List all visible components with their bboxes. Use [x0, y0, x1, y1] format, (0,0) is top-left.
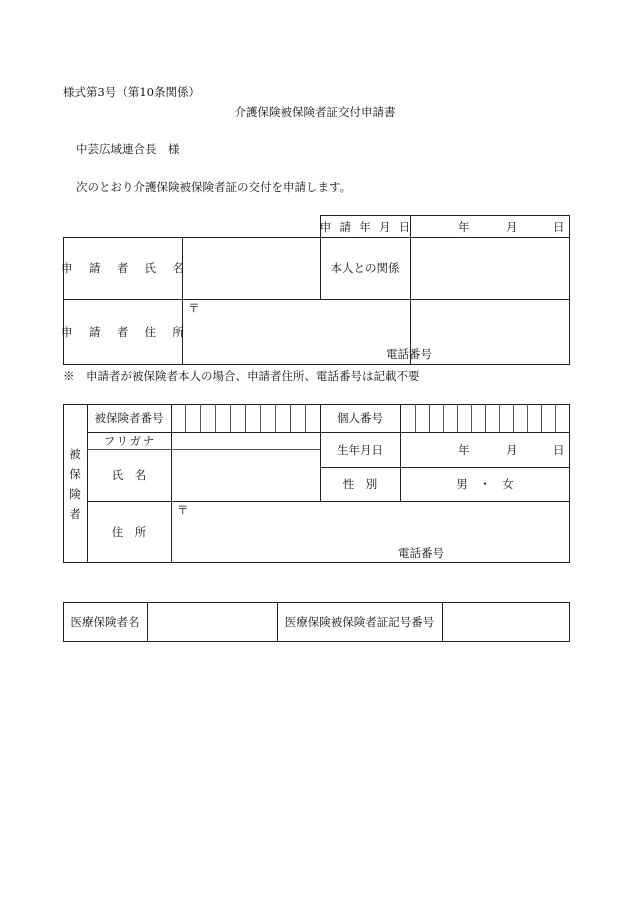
- intro-text: 次のとおり介護保険被保険者証の交付を申請します。: [76, 180, 352, 194]
- medical-insurer-label: 医療保険者名: [70, 615, 140, 629]
- application-month-label: 月: [506, 220, 518, 234]
- application-date-label: 申 請 年 月 日: [319, 219, 413, 234]
- note-text: ※ 申請者が被保険者本人の場合、申請者住所、電話番号は記載不要: [63, 369, 420, 383]
- insurance-card-field[interactable]: [443, 603, 569, 641]
- birthdate-field[interactable]: [401, 433, 569, 466]
- relation-field[interactable]: [411, 238, 569, 298]
- insured-address-field[interactable]: [172, 502, 569, 562]
- applicant-phone-label: 電話番号: [386, 347, 432, 361]
- birthdate-label: 生年月日: [337, 442, 383, 457]
- applicant-name-field[interactable]: [183, 238, 319, 298]
- gender-label: 性 別: [342, 477, 378, 491]
- furigana-label: フリガナ: [103, 433, 157, 448]
- insured-section-label: 被 保 険 者: [69, 446, 81, 521]
- form-number: 様式第3号（第10条関係）: [63, 85, 200, 99]
- application-year-label: 年: [458, 220, 470, 234]
- insured-name-label: 氏 名: [111, 468, 147, 482]
- applicant-postal-mark: 〒: [188, 301, 200, 315]
- insurance-card-label: 医療保険被保険者証記号番号: [284, 615, 435, 629]
- applicant-address-field[interactable]: [183, 300, 569, 364]
- medical-insurer-field[interactable]: [148, 603, 276, 641]
- applicant-address-label: 申 請 者 住 所: [61, 325, 191, 339]
- insured-number-field[interactable]: [172, 405, 319, 431]
- gender-options[interactable]: 男 ・ 女: [456, 477, 514, 491]
- birth-month-label: 月: [506, 443, 518, 457]
- birth-day-label: 日: [553, 443, 565, 457]
- form-title: 介護保険被保険者証交付申請書: [234, 105, 396, 119]
- birth-year-label: 年: [458, 443, 470, 457]
- relation-label: 本人との関係: [330, 261, 400, 275]
- furigana-field[interactable]: [172, 433, 319, 448]
- personal-number-field[interactable]: [401, 405, 569, 431]
- addressee: 中芸広域連合長 様: [76, 142, 180, 156]
- personal-number-label: 個人番号: [337, 411, 383, 425]
- insured-phone-label: 電話番号: [398, 546, 444, 560]
- insured-name-field[interactable]: [172, 450, 319, 500]
- applicant-name-label: 申 請 者 氏 名: [61, 261, 191, 275]
- insured-address-label: 住 所: [111, 525, 147, 539]
- application-day-label[interactable]: 日: [553, 220, 565, 234]
- insured-postal-mark: 〒: [177, 503, 189, 517]
- insured-number-label: 被保険者番号: [94, 411, 164, 425]
